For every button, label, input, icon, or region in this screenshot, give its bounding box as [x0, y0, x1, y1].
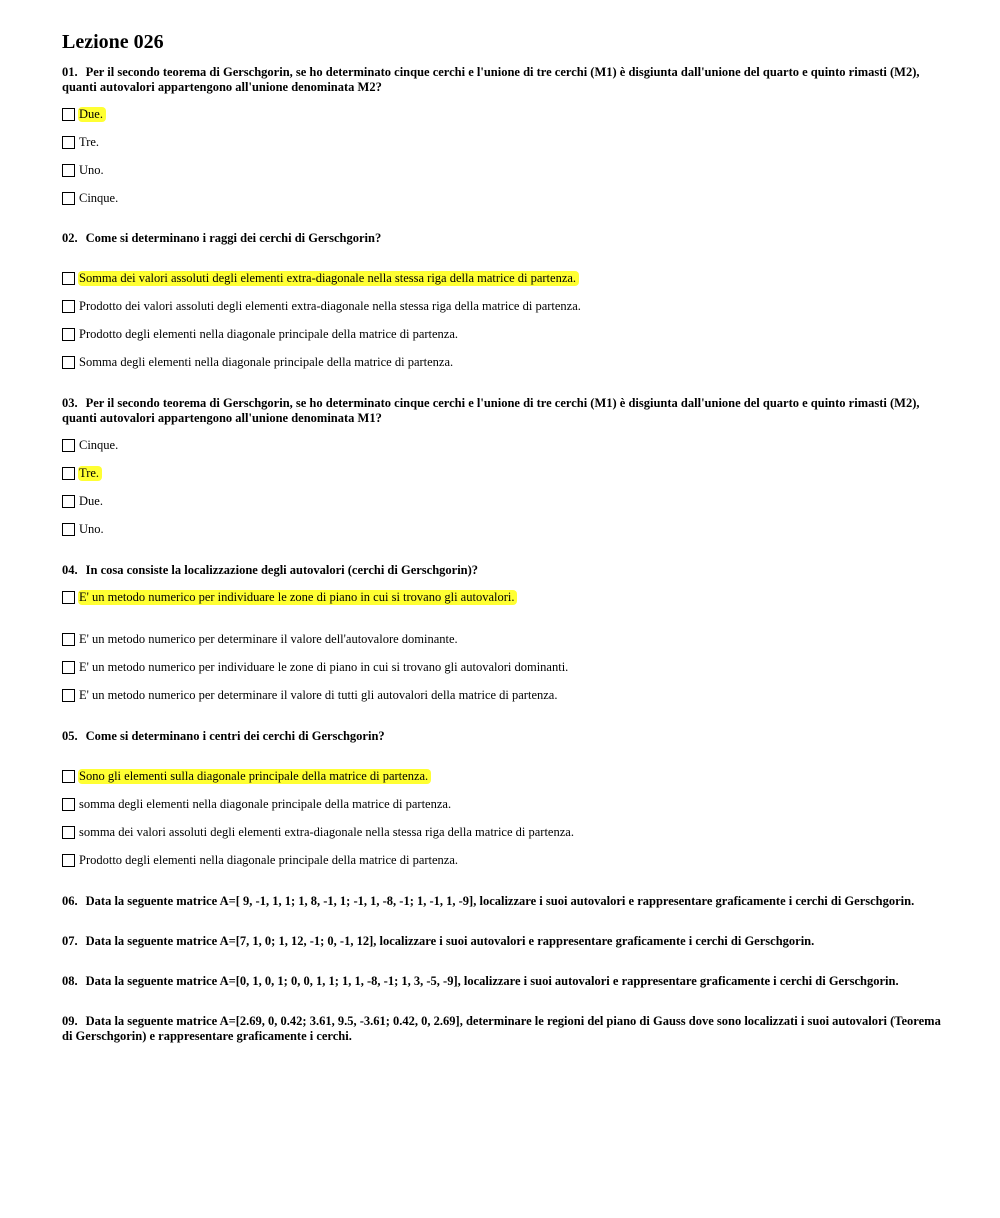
- answer-label: somma degli elementi nella diagonale principale della matrice di partenza.: [79, 796, 452, 811]
- answer-option[interactable]: [62, 292, 942, 320]
- answer-option[interactable]: [62, 762, 942, 790]
- question-number: 05.: [62, 729, 78, 743]
- answer-option[interactable]: [62, 846, 942, 874]
- answer-option[interactable]: [62, 681, 942, 709]
- question-text: [62, 65, 942, 95]
- question-06: [62, 894, 942, 909]
- checkbox[interactable]: [62, 523, 75, 536]
- question-number: 09.: [62, 1014, 78, 1028]
- checkbox[interactable]: [62, 467, 75, 480]
- question-body: Data la seguente matrice A=[ 9, -1, 1, 1; 1, 8, -1, 1; -1, 1, -8, -1; 1, -1, 1, -9], localizzare i suoi autovalori e rappresentare graficamente i cerchi di Gerschgorin.: [85, 894, 915, 908]
- question-text: [62, 396, 942, 426]
- answer-label: Sono gli elementi sulla diagonale principale della matrice di partenza.: [78, 769, 431, 784]
- answer-label: Somma dei valori assoluti degli elementi extra-diagonale nella stessa riga della matrice di partenza.: [78, 271, 579, 286]
- answer-option[interactable]: [62, 320, 942, 348]
- answer-label: somma dei valori assoluti degli elementi extra-diagonale nella stessa riga della matrice di partenza.: [79, 824, 574, 839]
- document-page: [62, 30, 942, 1044]
- answer-label: Uno.: [79, 162, 104, 177]
- question-number: 02.: [62, 231, 78, 245]
- answer-label: Cinque.: [79, 190, 119, 205]
- question-text: [62, 974, 942, 989]
- answer-option[interactable]: [62, 100, 942, 128]
- answer-label: Due.: [78, 107, 106, 122]
- answer-option[interactable]: [62, 790, 942, 818]
- checkbox[interactable]: [62, 192, 75, 205]
- answer-label: Tre.: [79, 134, 100, 149]
- answer-label: Somma degli elementi nella diagonale principale della matrice di partenza.: [79, 354, 454, 369]
- question-text: [62, 231, 942, 246]
- answer-option[interactable]: [62, 515, 942, 543]
- checkbox[interactable]: [62, 826, 75, 839]
- checkbox[interactable]: [62, 164, 75, 177]
- answer-option[interactable]: [62, 818, 942, 846]
- question-body: Per il secondo teorema di Gerschgorin, se ho determinato cinque cerchi e l'unione di tre cerchi (M1) è disgiunta dall'unione del quarto e quinto rimasti (M2), quanti autovalori appartengono all'unione denominata M2?: [62, 65, 920, 94]
- question-text: [62, 934, 942, 949]
- question-08: [62, 974, 942, 989]
- answer-label: Prodotto degli elementi nella diagonale principale della matrice di partenza.: [79, 326, 459, 341]
- checkbox[interactable]: [62, 798, 75, 811]
- answer-label: Tre.: [78, 466, 102, 481]
- question-body: Per il secondo teorema di Gerschgorin, se ho determinato cinque cerchi e l'unione di tre cerchi (M1) è disgiunta dall'unione del quarto e quinto rimasti (M2), quanti autovalori appartengono all'unione denominata M1?: [62, 396, 920, 425]
- question-text: [62, 563, 942, 578]
- answer-label: Prodotto dei valori assoluti degli elementi extra-diagonale nella stessa riga della matrice di partenza.: [79, 298, 581, 313]
- checkbox[interactable]: [62, 328, 75, 341]
- question-body: In cosa consiste la localizzazione degli autovalori (cerchi di Gerschgorin)?: [85, 563, 479, 577]
- answer-label: E' un metodo numerico per individuare le zone di piano in cui si trovano gli autovalori.: [78, 590, 517, 605]
- answer-option[interactable]: [62, 156, 942, 184]
- checkbox[interactable]: [62, 495, 75, 508]
- question-number: 07.: [62, 934, 78, 948]
- answer-option[interactable]: [62, 431, 942, 459]
- checkbox[interactable]: [62, 633, 75, 646]
- answer-option[interactable]: [62, 459, 942, 487]
- checkbox[interactable]: [62, 136, 75, 149]
- answer-label: E' un metodo numerico per individuare le zone di piano in cui si trovano gli autovalori dominanti.: [79, 659, 569, 674]
- question-text: [62, 729, 942, 744]
- checkbox[interactable]: [62, 356, 75, 369]
- checkbox[interactable]: [62, 108, 75, 121]
- checkbox[interactable]: [62, 591, 75, 604]
- question-body: Data la seguente matrice A=[0, 1, 0, 1; 0, 0, 1, 1; 1, 1, -8, -1; 1, 3, -5, -9], localizzare i suoi autovalori e rappresentare graficamente i cerchi di Gerschgorin.: [85, 974, 899, 988]
- answer-option[interactable]: [62, 128, 942, 156]
- answer-label: Due.: [79, 493, 103, 508]
- answer-label: E' un metodo numerico per determinare il valore di tutti gli autovalori della matrice di partenza.: [79, 687, 558, 702]
- answer-option[interactable]: [62, 653, 942, 681]
- answer-label: Cinque.: [79, 437, 119, 452]
- question-03: [62, 396, 942, 543]
- question-body: Come si determinano i centri dei cerchi di Gerschgorin?: [85, 729, 385, 743]
- question-number: 06.: [62, 894, 78, 908]
- answer-label: Uno.: [79, 521, 104, 536]
- answer-option[interactable]: [62, 625, 942, 653]
- question-04: [62, 563, 942, 709]
- question-body: Come si determinano i raggi dei cerchi di Gerschgorin?: [85, 231, 382, 245]
- question-number: 03.: [62, 396, 78, 410]
- question-01: [62, 65, 942, 212]
- question-body: Data la seguente matrice A=[2.69, 0, 0.42; 3.61, 9.5, -3.61; 0.42, 0, 2.69], determinare le regioni del piano di Gauss dove sono localizzati i suoi autovalori (Teorema di Gerschgorin) e rappresentare graficamente i cerchi.: [62, 1014, 941, 1043]
- checkbox[interactable]: [62, 439, 75, 452]
- checkbox[interactable]: [62, 770, 75, 783]
- checkbox[interactable]: [62, 854, 75, 867]
- question-02: [62, 231, 942, 376]
- answer-option[interactable]: [62, 184, 942, 212]
- checkbox[interactable]: [62, 661, 75, 674]
- answer-option[interactable]: [62, 487, 942, 515]
- answer-label: E' un metodo numerico per determinare il valore dell'autovalore dominante.: [79, 631, 458, 646]
- question-number: 08.: [62, 974, 78, 988]
- page-title: Lezione 026: [62, 31, 164, 53]
- question-text: [62, 1014, 942, 1044]
- question-number: 01.: [62, 65, 78, 79]
- question-body: Data la seguente matrice A=[7, 1, 0; 1, 12, -1; 0, -1, 12], localizzare i suoi autovalori e rappresentare graficamente i cerchi di Gerschgorin.: [85, 934, 815, 948]
- answer-option[interactable]: [62, 583, 942, 611]
- question-09: [62, 1014, 942, 1044]
- checkbox[interactable]: [62, 300, 75, 313]
- question-number: 04.: [62, 563, 78, 577]
- question-05: [62, 729, 942, 874]
- question-text: [62, 894, 942, 909]
- answer-option[interactable]: [62, 348, 942, 376]
- checkbox[interactable]: [62, 272, 75, 285]
- question-07: [62, 934, 942, 949]
- answer-option[interactable]: [62, 264, 942, 292]
- answer-label: Prodotto degli elementi nella diagonale principale della matrice di partenza.: [79, 852, 459, 867]
- checkbox[interactable]: [62, 689, 75, 702]
